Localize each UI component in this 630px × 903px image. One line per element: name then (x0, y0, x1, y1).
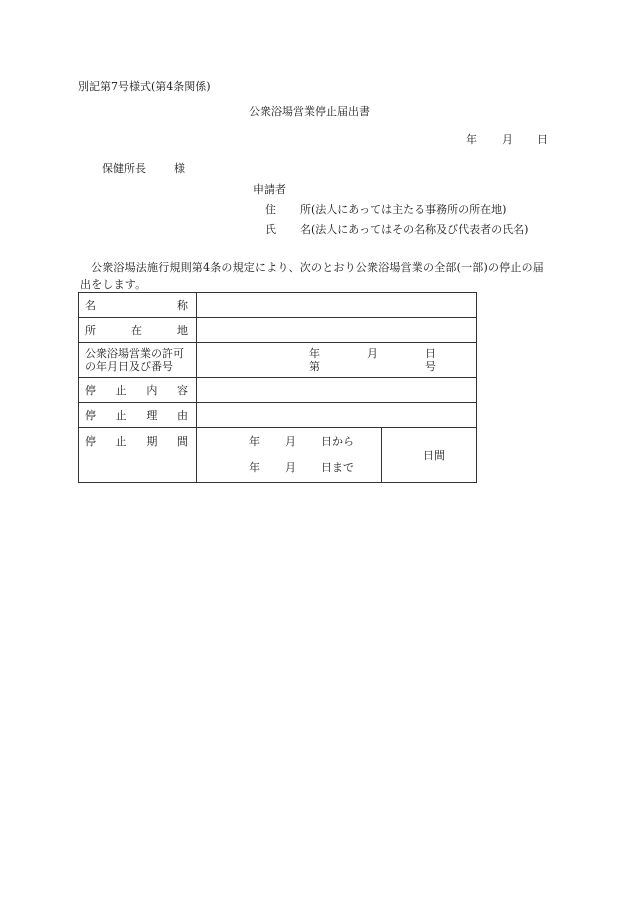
permit-field[interactable] (197, 343, 477, 378)
statement-text (80, 259, 550, 293)
period-to-year: 年 (249, 461, 260, 474)
permit-number-prefix: 第 (309, 360, 320, 373)
permit-label-line2: の年月日及び番号 (85, 360, 173, 373)
row-suspension-reason (79, 403, 477, 428)
days-label: 日間 (423, 449, 445, 462)
location-field[interactable] (197, 318, 477, 343)
suspension-content-field[interactable] (197, 378, 477, 403)
form-number: 別記第7号様式(第4条関係) (78, 80, 211, 93)
row-suspension-content (79, 378, 477, 403)
address-label-2: 所 (300, 203, 311, 216)
suspension-reason-label: 停 止 理 由 (79, 403, 197, 428)
date-month-label: 月 (502, 133, 513, 146)
statement-body: 公衆浴場法施行規則第4条の規定により、次のとおり公衆浴場営業の全部(一部)の停止の届出をします。 (80, 261, 544, 291)
name-label-1: 氏 (265, 223, 276, 236)
permit-day-label: 日 (425, 347, 436, 360)
suspension-period-label: 停 止 期 間 (79, 428, 197, 483)
location-label: 所 在 地 (79, 318, 197, 343)
suspension-period-dates[interactable] (197, 428, 382, 483)
period-from-year: 年 (249, 435, 260, 448)
permit-label-line1: 公衆浴場営業の許可 (85, 347, 184, 360)
suspension-content-label: 停 止 内 容 (79, 378, 197, 403)
name-label-2: 名 (300, 223, 311, 236)
suspension-reason-field[interactable] (197, 403, 477, 428)
facility-name-label: 名 称 (79, 293, 197, 318)
period-to-month: 月 (285, 461, 296, 474)
row-facility-name (79, 293, 477, 318)
permit-number-suffix: 号 (425, 360, 436, 373)
row-permit (79, 343, 477, 378)
name-note: (法人にあってはその名称及び代表者の氏名) (311, 223, 529, 236)
permit-date-line (197, 347, 476, 360)
applicant-label: 申請者 (253, 183, 286, 196)
period-from-day: 日から (321, 435, 354, 448)
date-year-label: 年 (466, 133, 477, 146)
permit-number-line (197, 360, 476, 373)
date-day-label: 日 (537, 133, 548, 146)
row-suspension-period (79, 428, 477, 483)
permit-year-label: 年 (309, 347, 320, 360)
address-label-1: 住 (265, 203, 276, 216)
period-to-line (197, 461, 381, 475)
permit-month-label: 月 (367, 347, 378, 360)
address-note: (法人にあっては主たる事務所の所在地) (311, 203, 507, 216)
addressee-office: 保健所長 (102, 162, 146, 175)
addressee-honorific: 様 (174, 162, 185, 175)
period-to-day: 日まで (321, 461, 354, 474)
period-from-line (197, 435, 381, 449)
row-location (79, 318, 477, 343)
facility-name-field[interactable] (197, 293, 477, 318)
permit-label (79, 343, 197, 378)
notification-table (78, 292, 477, 483)
suspension-days-field[interactable] (382, 428, 477, 483)
document-title: 公衆浴場営業停止届出書 (249, 105, 370, 118)
period-from-month: 月 (285, 435, 296, 448)
